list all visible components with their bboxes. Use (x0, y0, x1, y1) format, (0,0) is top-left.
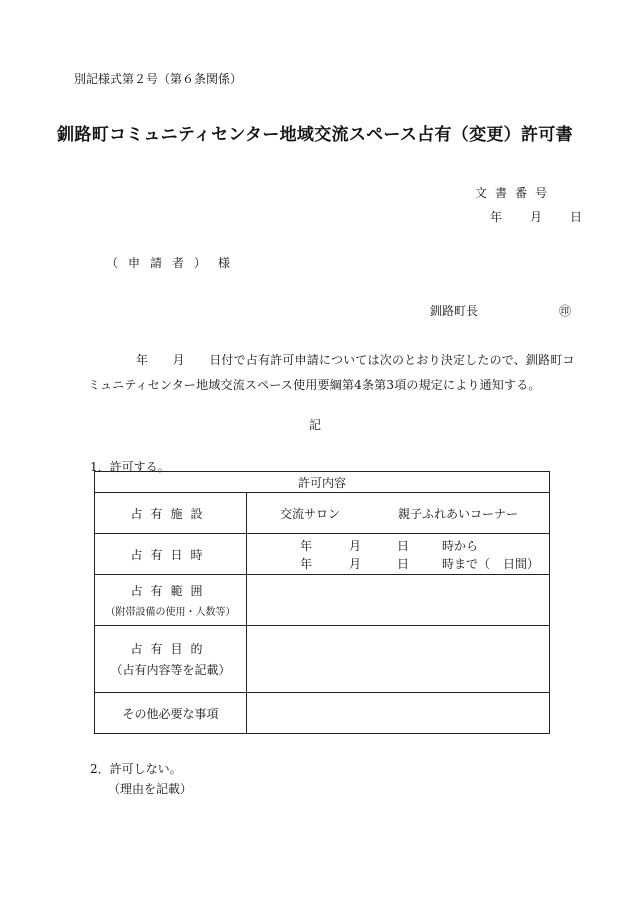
table-row-other (95, 693, 550, 734)
document-number-label: 文書番号 (475, 186, 556, 200)
purpose-label: 占有目的 (130, 642, 211, 656)
item-deny-note: （理由を記載） (108, 782, 193, 796)
permit-content-table (94, 471, 550, 734)
date-month: 月 (530, 210, 543, 224)
table-row-purpose (95, 626, 550, 693)
applicant-honorific: 様 (218, 256, 231, 270)
seal-mark: ㊞ (559, 304, 572, 318)
other-value-cell (247, 693, 550, 734)
table-row-datetime (95, 534, 550, 575)
table-row-range (95, 575, 550, 626)
body-paragraph: 年 月 日付で占有許可申請については次のとおり決定したので、釧路町コミュニティセンター地域交流スペース使用要綱第4条第3項の規定により通知する。 (88, 353, 575, 392)
datetime-label: 占有日時 (130, 547, 211, 562)
table-header-row (95, 472, 550, 493)
facility-option-salon: 交流サロン (280, 507, 341, 521)
applicant-label: （申請者） (106, 256, 217, 270)
range-note: （附帯設備の使用・人数等） (105, 607, 236, 618)
datetime-to: 年 月 日 時まで（ 日間） (300, 557, 540, 571)
range-label: 占有範囲 (130, 584, 211, 598)
date-year: 年 (490, 210, 503, 224)
facility-options (247, 493, 549, 533)
purpose-note: （占有内容等を記載） (110, 663, 231, 677)
table-row-facility (95, 493, 550, 534)
purpose-value-cell (247, 626, 550, 693)
table-header: 許可内容 (95, 472, 550, 493)
ki-heading: 記 (308, 418, 321, 432)
item-permit-label: 1．許可する。 (90, 460, 170, 474)
issuer-name: 釧路町長 (430, 304, 479, 318)
item-deny-label: 2．許可しない。 (90, 762, 182, 776)
document-title: 釧路町コミュニティセンター地域交流スペース占有（変更）許可書 (57, 125, 573, 145)
range-value-cell (247, 575, 550, 626)
form-number: 別記様式第２号（第６条関係） (74, 72, 243, 86)
other-label: その他必要な事項 (95, 693, 247, 734)
datetime-from: 年 月 日 時から (300, 539, 479, 553)
document-date (490, 208, 582, 225)
date-day: 日 (570, 210, 583, 224)
facility-option-parent-child: 親子ふれあいコーナー (398, 507, 519, 521)
facility-label: 占有施設 (130, 506, 211, 521)
